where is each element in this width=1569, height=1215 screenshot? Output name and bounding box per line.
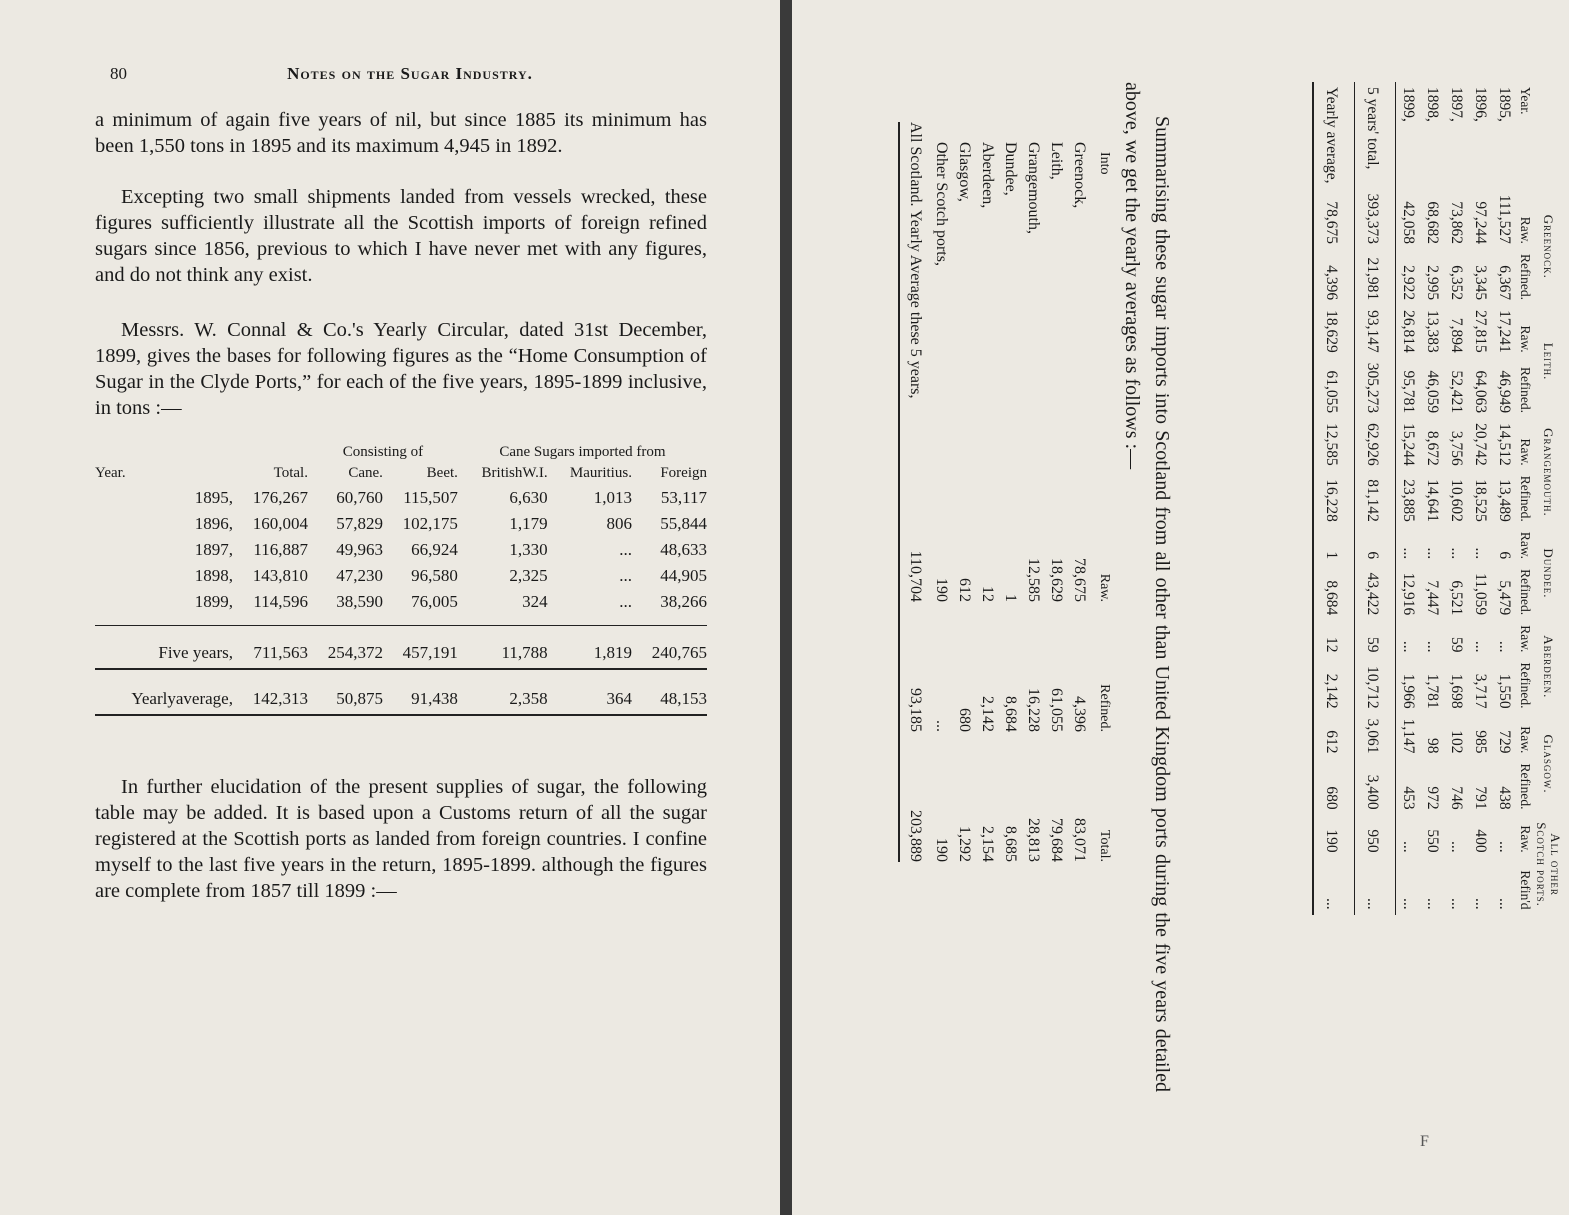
yearly-average-row: Yearlyaverage, 142,313 50,875 91,438 2,358 364 48,153 — [131, 689, 707, 708]
table-row: 1895, 111,527 6,367 17,241 46,949 14,512 13,489 6 5,479 ... 1,550 729 438 ... ... — [1496, 87, 1513, 910]
table-row: 1897, 73,862 6,352 7,894 52,421 3,756 10,602 ... 6,521 59 1,698 102 746 ... ... — [1448, 87, 1465, 910]
port-glasgow: Glasgow. — [1541, 734, 1556, 794]
summary-paragraph: Summarising these sugar imports into Scotland from all other than United Kingdom ports during the five years detailed above, we get the yearly averages as follows :— — [1121, 82, 1173, 1092]
group-cane-sugars: Cane Sugars imported from — [499, 443, 666, 460]
table-row: 1899, 42,058 2,922 26,814 95,781 15,244 23,885 ... 12,916 ... 1,966 1,147 453 ... ... — [1400, 87, 1417, 910]
yearly-average-row: Yearly average, 78,675 4,396 18,629 61,055 12,585 16,228 1 8,684 12 2,142 612 680 190 ... — [1323, 87, 1340, 910]
clyde-consumption-table — [95, 443, 707, 718]
table-row: 1896, 160,004 57,829 102,175 1,179 806 55,844 — [194, 514, 707, 533]
paragraph-1: a minimum of again five years of nil, but since 1885 its minimum has been 1,550 tons in 1895 and its maximum 4,945 in 1892. — [95, 109, 707, 157]
five-years-total-row: 5 years' total, 393,373 21,981 93,147 305,273 62,926 81,142 6 43,422 59 10,712 3,061 3,400 950 ... — [1364, 87, 1381, 910]
port-leith: Leith. — [1541, 342, 1556, 381]
group-consisting: Consisting of — [342, 443, 424, 460]
table-row: 1899, 114,596 38,590 76,005 324 ... 38,266 — [194, 592, 707, 611]
col-total: Total. — [273, 464, 308, 481]
col-foreign: Foreign — [660, 464, 707, 481]
rotated-content — [852, 62, 1569, 1122]
table-row: 1898, 68,682 2,995 13,383 46,059 8,672 14,641 ... 7,447 ... 1,781 98 972 550 ... — [1424, 87, 1441, 910]
table-row: Greenock, 78,675 4,396 83,071 — [1071, 142, 1089, 862]
col-year: Year. — [95, 464, 126, 481]
table-row: 1895, 176,267 60,760 115,507 6,630 1,013 53,117 — [194, 488, 707, 507]
table-row: Dundee, 1 8,684 8,685 — [1002, 142, 1020, 862]
table-row: Glasgow, 612 680 1,292 — [956, 142, 974, 862]
five-years-row: Five years, 711,563 254,372 457,191 11,788 1,819 240,765 — [158, 643, 707, 662]
running-title: Notes on the Sugar Industry. — [287, 64, 533, 83]
col-beet: Beet. — [426, 464, 458, 481]
left-page — [0, 0, 780, 1215]
table-row: Leith, 18,629 61,055 79,684 — [1048, 142, 1066, 862]
port-greenock: Greenock. — [1541, 214, 1556, 279]
right-page — [792, 0, 1569, 1215]
book-gutter — [780, 0, 792, 1215]
table-row: Grangemouth, 12,585 16,228 28,813 — [1025, 142, 1043, 862]
scottish-ports-table: Greenock. Leith. Grangemouth. Dundee. Aberdeen. Glasgow. All other Scotch ports. Year. Raw. Refined. Raw. Refined. Raw. Refined. Raw. Refined. Raw. Refined. Raw. Refined. Raw. Refin'd 1895, 111,527 6,367 17,241 46,949 14,512 13,489 6 5,479 ... 1,550 729 438 ... ... 1896, 97,244 3,345 27,815 64,063 20,742 18,525 ... 11,059 ... 3,717 985 791 400 ... 1897, 73,862 6,352 7,894 52,421 3,756 10,602 ... 6,521 59 1,698 102 746 ... ... 1898, 68,682 2,995 13,383 46,059 8,672 14,641 ... 7,447 ... 1,781 98 972 550 ... 1899, 42,058 2,922 26,814 95,781 15,244 23,885 ... 12,916 ... 1,966 1,147 453 ... ... 5 years' total, 393,373 21,981 93,147 305,273 62,926 81,142 6 43,422 59 10,712 3,061 3,400 950 ... Yearly average, 78,675 4,396 18,629 61,055 12,585 16,228 1 8,684 12 2,142 612 680 190 ... — [1308, 82, 1562, 915]
summary-table: Into Raw. Refined. Total. Greenock, 78,675 4,396 83,071 Leith, 18,629 61,055 79,684 Grangemouth, 12,585 16,228 28,813 Dundee, 1 8,684 8,685 Aberdeen, 12 2,142 2,154 Glasgow, 612 680 1,292 Other Scotch ports, 190 ... 190 All Scotland. Yearly Average these 5 years, 110,704 93,185 203,889 — [894, 122, 1117, 862]
port-other-scotch: All other Scotch ports. — [1534, 822, 1563, 907]
all-scotland-row: All Scotland. Yearly Average these 5 years, 110,704 93,185 203,889 — [907, 122, 924, 862]
signature-mark: F — [1420, 1133, 1429, 1150]
col-british-wi: BritishW.I. — [481, 464, 548, 481]
col-mauritius: Mauritius. — [569, 464, 632, 481]
table-row: Other Scotch ports, 190 ... 190 — [933, 142, 951, 862]
col-cane: Cane. — [348, 464, 383, 481]
table-row: Aberdeen, 12 2,142 2,154 — [979, 142, 997, 862]
page-number: 80 — [110, 64, 127, 83]
table-row: 1898, 143,810 47,230 96,580 2,325 ... 44,905 — [194, 566, 707, 585]
port-aberdeen: Aberdeen. — [1541, 635, 1556, 699]
table-row: 1896, 97,244 3,345 27,815 64,063 20,742 18,525 ... 11,059 ... 3,717 985 791 400 ... — [1472, 87, 1489, 910]
paragraph-2: Excepting two small shipments landed from vessels wrecked, these figures sufficiently illustrate all the Scottish imports of foreign refined sugars since 1856, previous to which I have never met with any figures, and do not think any exist. — [95, 186, 707, 286]
paragraph-3: Messrs. W. Connal & Co.'s Yearly Circular, dated 31st December, 1899, gives the bases for following figures as the “Home Consumption of Sugar in the Clyde Ports,” for each of the five years, 1895-1899 inclusive, in tons :— — [95, 319, 707, 419]
paragraph-4: In further elucidation of the present supplies of sugar, the following table may be added. It is based upon a Customs return of all the sugar registered at the Scottish ports as landed from foreign countries. I confine myself to the last five years in the return, 1895-1899. although the figures are complete from 1857 till 1899 :— — [95, 776, 707, 902]
port-grangemouth: Grangemouth. — [1541, 428, 1556, 517]
port-dundee: Dundee. — [1541, 548, 1556, 599]
table-row: 1897, 116,887 49,963 66,924 1,330 ... 48,633 — [194, 540, 707, 559]
